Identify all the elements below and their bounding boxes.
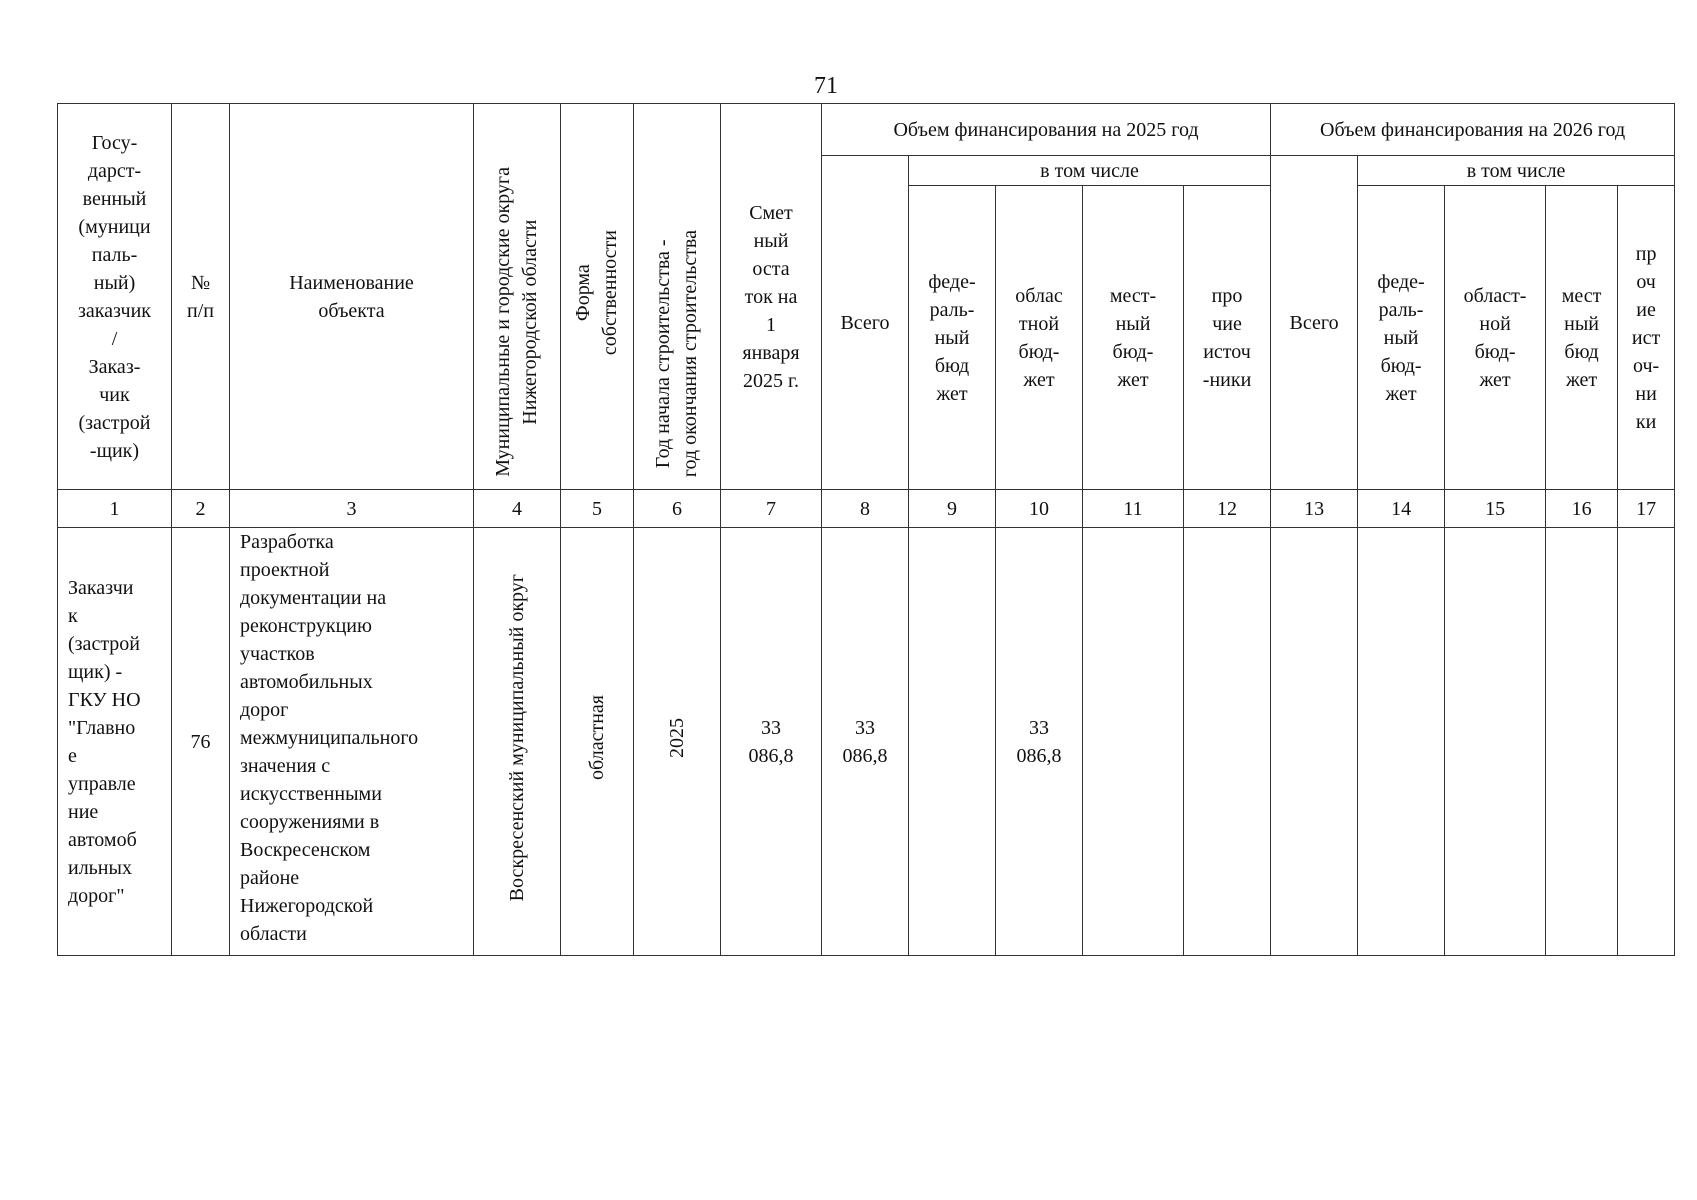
column-number: 11 bbox=[1083, 490, 1184, 528]
row-number: 76 bbox=[172, 528, 230, 956]
header-customer: Госу- дарст- венный (муници паль- ный) заказчик / Заказ- чик (застрой -щик) bbox=[58, 104, 172, 490]
column-number: 9 bbox=[909, 490, 996, 528]
header-remaining-cost: Смет ный оста ток на 1 января 2025 г. bbox=[721, 104, 822, 490]
row-municipality: Воскресенский муниципальный округ bbox=[505, 573, 528, 902]
row-ownership-cell bbox=[561, 528, 634, 956]
header-total-2025: Всего bbox=[822, 156, 909, 490]
header-group-2026: Объем финансирования на 2026 год bbox=[1271, 104, 1675, 156]
row-total-2026 bbox=[1271, 528, 1358, 956]
header-group-2025: Объем финансирования на 2025 год bbox=[822, 104, 1271, 156]
row-years-cell bbox=[634, 528, 721, 956]
column-number: 2 bbox=[172, 490, 230, 528]
row-regional-2025: 33 086,8 bbox=[996, 528, 1083, 956]
header-ownership-cell bbox=[561, 104, 634, 490]
column-number: 5 bbox=[561, 490, 634, 528]
column-number: 15 bbox=[1445, 490, 1546, 528]
header-including-2026: в том числе bbox=[1358, 156, 1675, 186]
column-number: 3 bbox=[230, 490, 474, 528]
row-total-2025: 33 086,8 bbox=[822, 528, 909, 956]
header-other-2026: пр оч ие ист оч- ни ки bbox=[1618, 186, 1675, 490]
column-number: 1 bbox=[58, 490, 172, 528]
row-remaining-cost: 33 086,8 bbox=[721, 528, 822, 956]
column-number: 12 bbox=[1184, 490, 1271, 528]
header-years: Год начала строительства - год окончания строительства bbox=[652, 229, 701, 477]
header-local-2026: мест ный бюд жет bbox=[1546, 186, 1618, 490]
row-ownership: областная bbox=[585, 695, 608, 780]
row-other-2025 bbox=[1184, 528, 1271, 956]
header-other-2025: про чие источ -ники bbox=[1184, 186, 1271, 490]
row-regional-2026 bbox=[1445, 528, 1546, 956]
column-number: 7 bbox=[721, 490, 822, 528]
column-number: 16 bbox=[1546, 490, 1618, 528]
row-federal-2025 bbox=[909, 528, 996, 956]
row-other-2026 bbox=[1618, 528, 1675, 956]
column-number: 13 bbox=[1271, 490, 1358, 528]
row-local-2025 bbox=[1083, 528, 1184, 956]
header-municipality: Муниципальные и городские округа Нижегородской области bbox=[492, 167, 541, 477]
column-number-row bbox=[58, 490, 1675, 528]
row-years: 2025 bbox=[665, 717, 688, 758]
column-number: 8 bbox=[822, 490, 909, 528]
header-regional-2025: облас тной бюд- жет bbox=[996, 186, 1083, 490]
row-local-2026 bbox=[1546, 528, 1618, 956]
header-municipality-cell bbox=[474, 104, 561, 490]
header-ownership: Форма собственности bbox=[572, 229, 621, 356]
column-number: 10 bbox=[996, 490, 1083, 528]
financing-table bbox=[57, 103, 1675, 956]
column-number: 4 bbox=[474, 490, 561, 528]
header-local-2025: мест- ный бюд- жет bbox=[1083, 186, 1184, 490]
column-number: 17 bbox=[1618, 490, 1675, 528]
header-total-2026: Всего bbox=[1271, 156, 1358, 490]
page-number: 71 bbox=[814, 73, 838, 99]
row-federal-2026 bbox=[1358, 528, 1445, 956]
row-customer: Заказчи к (застрой щик) - ГКУ НО "Главно е управле ние автомоб ильных дорог" bbox=[58, 528, 172, 956]
column-number: 6 bbox=[634, 490, 721, 528]
header-including-2025: в том числе bbox=[909, 156, 1271, 186]
header-row-1 bbox=[58, 104, 1675, 156]
table-row bbox=[58, 528, 1675, 956]
header-federal-2025: феде- раль- ный бюд жет bbox=[909, 186, 996, 490]
header-regional-2026: област- ной бюд- жет bbox=[1445, 186, 1546, 490]
row-object-name: Разработка проектной документации на реконструкцию участков автомобильных дорог межмуниципального значения с искусственными сооружениями в Воскресенском районе Нижегородской области bbox=[230, 528, 474, 956]
column-number: 14 bbox=[1358, 490, 1445, 528]
header-object-name: Наименование объекта bbox=[230, 104, 474, 490]
header-years-cell bbox=[634, 104, 721, 490]
row-municipality-cell bbox=[474, 528, 561, 956]
header-number: № п/п bbox=[172, 104, 230, 490]
header-federal-2026: феде- раль- ный бюд- жет bbox=[1358, 186, 1445, 490]
